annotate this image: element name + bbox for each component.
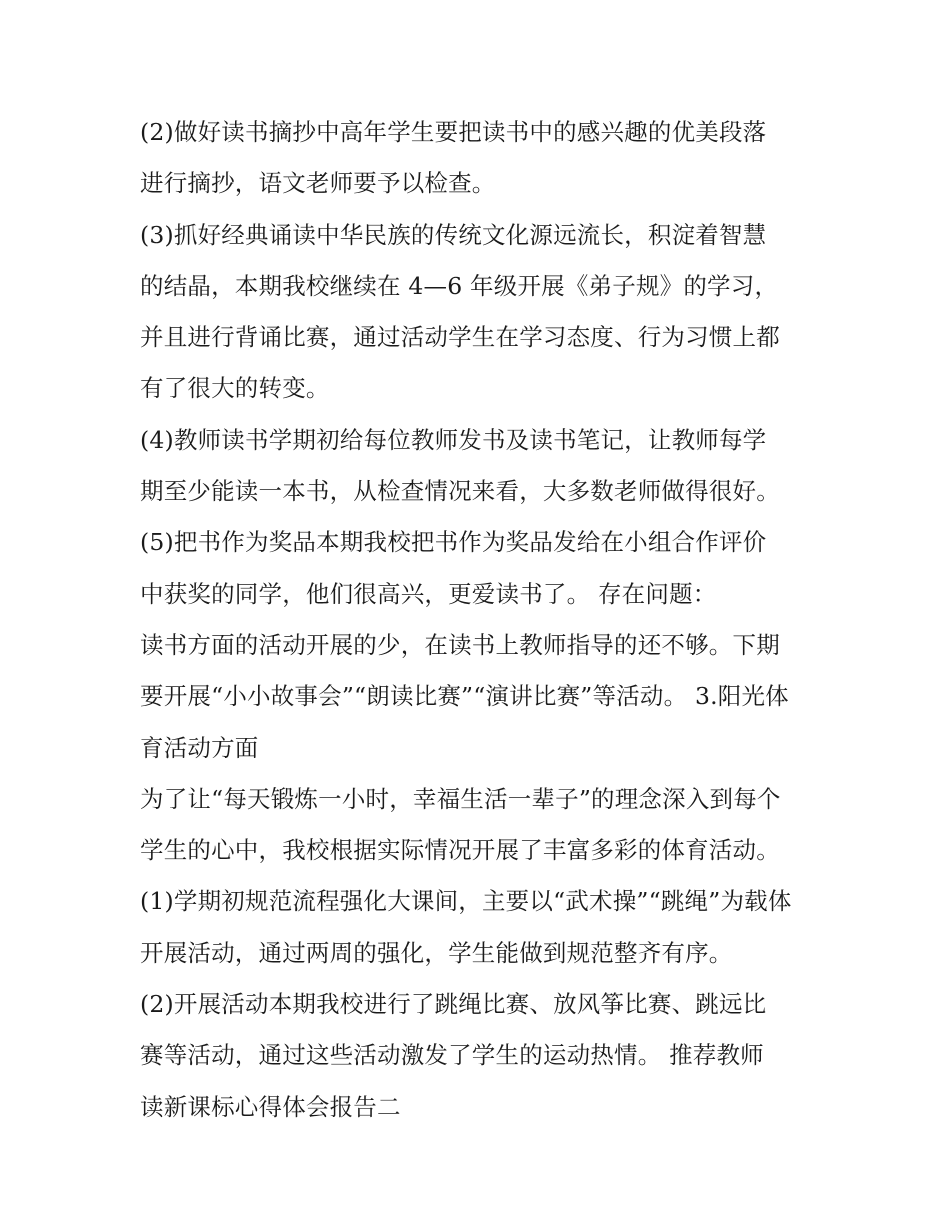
text-line: 读书方面的活动开展的少，在读书上教师指导的还不够。下期 (140, 630, 780, 659)
text-line: 读新课标心得体会报告二 (140, 1092, 401, 1121)
text-line: 期至少能读一本书，从检查情况来看，大多数老师做得很好。 (140, 477, 780, 506)
text-line: (1)学期初规范流程强化大课间，主要以“武术操”“跳绳”为载体 (140, 887, 792, 916)
text-line: 学生的心中，我校根据实际情况开展了丰富多彩的体育活动。 (140, 836, 780, 865)
text-line: (2)做好读书摘抄中高年学生要把读书中的感兴趣的优美段落 (140, 118, 767, 146)
text-line: 中获奖的同学，他们很高兴，更爱读书了。 存在问题： (140, 579, 717, 608)
text-line: 要开展“小小故事会”“朗读比赛”“演讲比赛”等活动。 3.阳光体 (140, 682, 789, 711)
text-line: 育活动方面 (140, 733, 259, 762)
text-line: 赛等活动，通过这些活动激发了学生的运动热情。 推荐教师 (140, 1041, 764, 1070)
text-line: 进行摘抄，语文老师要予以检查。 (140, 169, 496, 198)
text-line: 有了很大的转变。 (140, 374, 330, 403)
text-line: (4)教师读书学期初给每位教师发书及读书笔记，让教师每学 (140, 425, 767, 454)
text-line: 并且进行背诵比赛，通过活动学生在学习态度、行为习惯上都 (140, 323, 780, 352)
text-line: (3)抓好经典诵读中华民族的传统文化源远流长，积淀着智慧 (140, 220, 767, 249)
text-line: (5)把书作为奖品本期我校把书作为奖品发给在小组合作评价 (140, 528, 767, 557)
text-line: 的结晶，本期我校继续在 4—6 年级开展《弟子规》的学习， (140, 271, 779, 300)
text-line: 开展活动，通过两周的强化，学生能做到规范整齐有序。 (140, 938, 733, 967)
document-body (140, 107, 830, 1133)
text-line: 为了让“每天锻炼一小时，幸福生活一辈子”的理念深入到每个 (140, 784, 781, 813)
text-line: (2)开展活动本期我校进行了跳绳比赛、放风筝比赛、跳远比 (140, 990, 767, 1019)
